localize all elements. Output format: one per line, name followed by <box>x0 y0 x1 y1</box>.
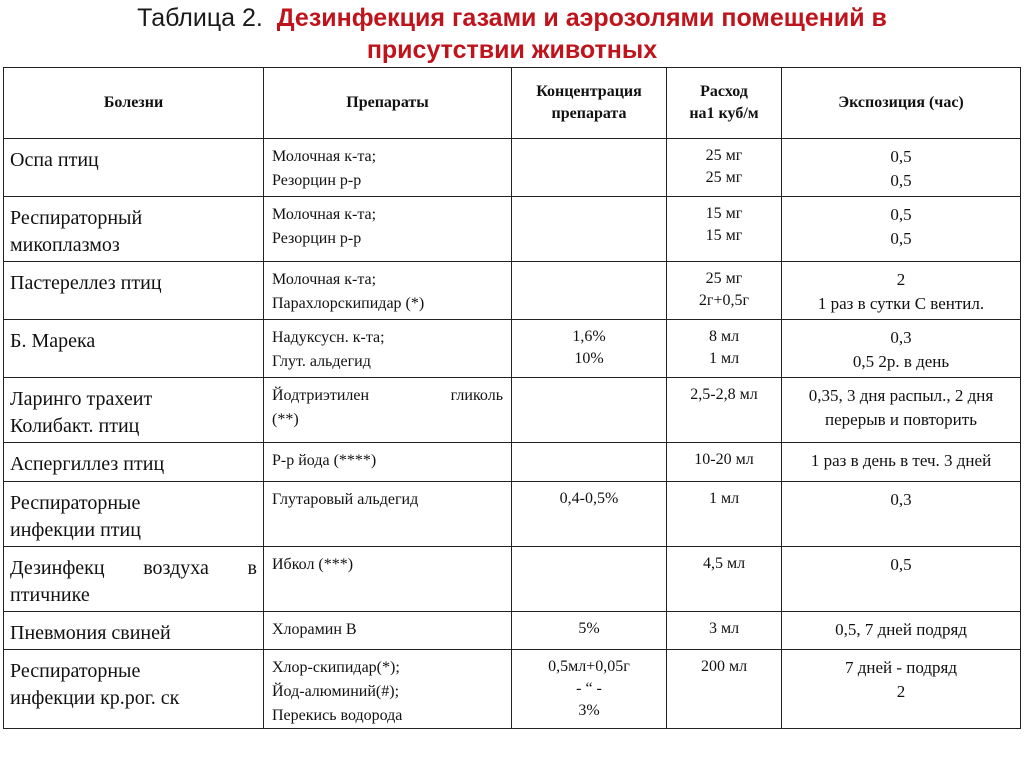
cell-disease <box>4 443 264 482</box>
header-consumption <box>667 68 782 139</box>
cell-conc <box>512 378 667 443</box>
table-row <box>4 612 1021 650</box>
cell-conc-line: - “ - <box>576 680 602 697</box>
cell-conc <box>512 320 667 378</box>
cell-preps-line: Р-р йода (****) <box>272 452 377 469</box>
table-row <box>4 139 1021 197</box>
header-disease: Болезни <box>4 68 264 139</box>
cell-disease <box>4 262 264 320</box>
cell-conc <box>512 482 667 547</box>
cell-disease-line: Аспергиллез птиц <box>10 453 165 475</box>
cell-cons <box>667 547 782 612</box>
cell-disease-line: микоплазмоз <box>10 234 120 256</box>
table-row <box>4 197 1021 262</box>
cell-cons <box>667 612 782 650</box>
cell-conc-line: 0,4-0,5% <box>559 490 619 507</box>
cell-disease-line: Колибакт. птиц <box>10 415 140 437</box>
cell-preps-line: Молочная к-та; <box>272 206 377 223</box>
cell-conc <box>512 612 667 650</box>
cell-cons <box>667 482 782 547</box>
cell-disease-line: Ларинго трахеит <box>10 388 153 410</box>
cell-cons-line: 8 мл <box>708 328 740 345</box>
cell-cons-line: 25 мг <box>705 169 743 186</box>
cell-exp-line: 7 дней - подряд <box>844 658 958 677</box>
cell-cons-line: 1 мл <box>708 490 740 507</box>
cell-exp <box>782 320 1021 378</box>
cell-cons-line: 3 мл <box>708 620 740 637</box>
header-concentration <box>512 68 667 139</box>
cell-preps <box>264 443 512 482</box>
cell-preps <box>264 262 512 320</box>
cell-exp <box>782 139 1021 197</box>
header-consumption-line-2: на1 куб/м <box>689 105 759 122</box>
cell-exp-line: 0,5, 7 дней подряд <box>835 620 967 639</box>
cell-disease-line: Респираторный <box>10 207 143 229</box>
cell-exp-line: 0,5 <box>890 171 912 190</box>
cell-cons-line: 15 мг <box>705 205 743 222</box>
cell-cons-line: 1 мл <box>708 350 740 367</box>
cell-disease-line: птичнике <box>10 584 90 606</box>
table-row <box>4 482 1021 547</box>
cell-disease-line: Респираторные <box>10 660 141 682</box>
cell-disease-line: инфекции кр.рог. ск <box>10 687 180 709</box>
cell-conc <box>512 650 667 729</box>
cell-preps-line: Хлор-скипидар(*); <box>272 659 400 676</box>
cell-exp-line: 0,35, 3 дня распыл., 2 дня <box>808 386 994 405</box>
cell-exp <box>782 547 1021 612</box>
cell-preps <box>264 139 512 197</box>
cell-disease-line: Пастереллез птиц <box>10 272 162 294</box>
cell-preps-line: Хлорамин В <box>272 621 357 638</box>
cell-preps-line: Надуксусн. к-та; <box>272 329 385 346</box>
cell-conc-line: 1,6% <box>572 328 606 345</box>
cell-exp <box>782 262 1021 320</box>
cell-exp-line: 0,5 2р. в день <box>852 352 950 371</box>
cell-cons-line: 2,5-2,8 мл <box>690 386 758 403</box>
cell-conc-line: 3% <box>578 702 600 719</box>
cell-cons <box>667 650 782 729</box>
cell-cons-line: 15 мг <box>705 227 743 244</box>
cell-exp-line: 0,5 <box>890 147 912 166</box>
cell-exp-line: 1 раз в день в теч. 3 дней <box>810 451 992 470</box>
table-row <box>4 650 1021 729</box>
cell-preps-line: Ибкол (***) <box>272 556 354 573</box>
header-row <box>4 68 1021 139</box>
cell-cons <box>667 378 782 443</box>
cell-exp <box>782 378 1021 443</box>
cell-disease-line: Дезинфекц воздуха в <box>10 557 257 579</box>
cell-disease-line: Пневмония свиней <box>10 622 171 644</box>
cell-cons <box>667 262 782 320</box>
cell-preps <box>264 650 512 729</box>
cell-disease-line: Респираторные <box>10 492 141 514</box>
title-prefix: Таблица 2. <box>137 4 263 32</box>
cell-preps-line: Перекись водорода <box>272 707 403 724</box>
cell-exp-line: 0,5 <box>890 229 912 248</box>
cell-preps-line: Резорцин р-р <box>272 172 362 189</box>
cell-disease-line: Б. Марека <box>10 330 96 352</box>
cell-cons <box>667 443 782 482</box>
cell-preps-line: (**) <box>272 411 299 428</box>
cell-preps-line: Резорцин р-р <box>272 230 362 247</box>
cell-disease <box>4 139 264 197</box>
title-line-1: Дезинфекция газами и аэрозолями помещений в <box>276 4 887 32</box>
cell-cons-line: 4,5 мл <box>702 555 746 572</box>
cell-preps-line: Глутаровый альдегид <box>272 491 419 508</box>
cell-exp-line: 0,3 <box>890 328 912 347</box>
table-row <box>4 443 1021 482</box>
cell-preps <box>264 197 512 262</box>
cell-preps-line: Глут. альдегид <box>272 353 371 370</box>
table-row <box>4 262 1021 320</box>
cell-conc-line: 10% <box>574 350 604 367</box>
page-title <box>0 2 1024 66</box>
cell-cons-line: 25 мг <box>705 147 743 164</box>
cell-exp <box>782 612 1021 650</box>
cell-preps <box>264 612 512 650</box>
cell-cons-line: 25 мг <box>705 270 743 287</box>
cell-exp <box>782 650 1021 729</box>
cell-preps <box>264 378 512 443</box>
cell-exp-line: 1 раз в сутки С вентил. <box>817 294 985 313</box>
cell-disease <box>4 482 264 547</box>
cell-exp-line: 2 <box>896 682 906 701</box>
cell-disease <box>4 378 264 443</box>
cell-disease-line: Оспа птиц <box>10 149 99 171</box>
header-preparations: Препараты <box>264 68 512 139</box>
cell-cons <box>667 139 782 197</box>
cell-conc <box>512 197 667 262</box>
cell-cons <box>667 320 782 378</box>
cell-preps <box>264 320 512 378</box>
cell-cons <box>667 197 782 262</box>
table-row <box>4 320 1021 378</box>
cell-exp-line: 0,3 <box>890 490 912 509</box>
table-row <box>4 547 1021 612</box>
cell-cons-line: 2г+0,5г <box>698 292 750 309</box>
cell-preps-line: Йодтриэтилен гликоль <box>272 387 503 404</box>
cell-disease <box>4 650 264 729</box>
cell-preps-line: Парахлорскипидар (*) <box>272 295 425 312</box>
cell-exp <box>782 443 1021 482</box>
cell-preps <box>264 482 512 547</box>
cell-preps-line: Молочная к-та; <box>272 271 377 288</box>
cell-exp-line: 2 <box>896 270 906 289</box>
cell-preps <box>264 547 512 612</box>
cell-preps-line: Йод-алюминий(#); <box>272 683 400 700</box>
cell-conc <box>512 547 667 612</box>
header-consumption-line-1: Расход <box>700 83 748 100</box>
cell-disease-line: инфекции птиц <box>10 519 141 541</box>
disinfection-table <box>3 67 1021 729</box>
header-exposure: Экспозиция (час) <box>782 68 1021 139</box>
table-row <box>4 378 1021 443</box>
cell-disease <box>4 320 264 378</box>
cell-cons-line: 10-20 мл <box>694 451 754 468</box>
cell-exp <box>782 482 1021 547</box>
cell-conc <box>512 443 667 482</box>
cell-preps-line: Молочная к-та; <box>272 148 377 165</box>
cell-conc-line: 5% <box>578 620 600 637</box>
header-concentration-line-2: препарата <box>551 105 627 122</box>
cell-conc <box>512 139 667 197</box>
cell-exp-line: перерыв и повторить <box>825 410 977 429</box>
cell-disease <box>4 547 264 612</box>
table-body <box>4 139 1021 729</box>
cell-disease <box>4 612 264 650</box>
cell-conc-line: 0,5мл+0,05г <box>548 658 630 675</box>
title-line-2: присутствии животных <box>366 36 658 64</box>
cell-exp-line: 0,5 <box>890 205 912 224</box>
cell-disease <box>4 197 264 262</box>
header-concentration-line-1: Концентрация <box>536 83 642 100</box>
cell-cons-line: 200 мл <box>700 658 748 675</box>
cell-exp <box>782 197 1021 262</box>
cell-conc <box>512 262 667 320</box>
cell-exp-line: 0,5 <box>890 555 912 574</box>
